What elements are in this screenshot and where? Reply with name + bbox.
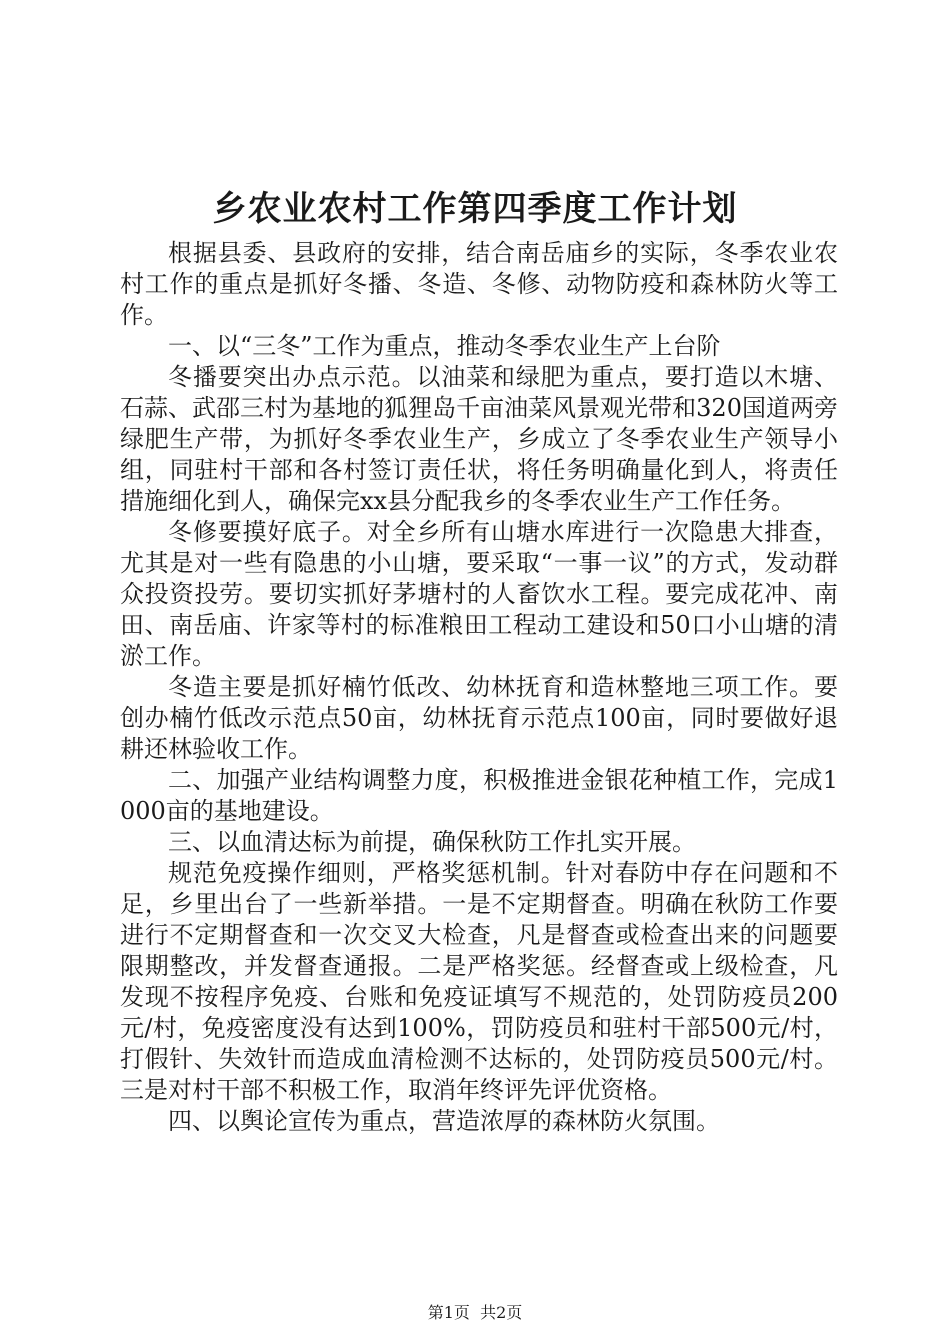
paragraph-section-four-heading: 四、以舆论宣传为重点，营造浓厚的森林防火氛围。 [168, 1107, 720, 1135]
paragraph-winter-afforestation: 冬造主要是抓好楠竹低改、幼林抚育和造林整地三项工作。要创办楠竹低改示范点50亩，幼林抚育示范点100亩，同时要做好退耕还林验收工作。 [120, 673, 838, 763]
paragraph-immunization-rules: 规范免疫操作细则，严格奖惩机制。针对春防中存在问题和不足，乡里出台了一些新举措。一是不定期督查。明确在秋防工作要进行不定期督查和一次交叉大检查，凡是督查或检查出来的问题要限期整改，并发督查通报。二是严格奖惩。经督查或上级检查，凡发现不按程序免疫、台账和免疫证填写不规范的，处罚防疫员200元/村，免疫密度没有达到100%，罚防疫员和驻村干部500元/村，打假针、失效针而造成血清检测不达标的，处罚防疫员500元/村。三是对村干部不积极工作，取消年终评先评优资格。 [120, 859, 838, 1104]
paragraph-intro: 根据县委、县政府的安排，结合南岳庙乡的实际，冬季农业农村工作的重点是抓好冬播、冬造、冬修、动物防疫和森林防火等工作。 [120, 239, 838, 329]
paragraph-section-one-heading: 一、以“三冬”工作为重点，推动冬季农业生产上台阶 [168, 332, 721, 360]
document-body [120, 238, 838, 1137]
paragraph-section-two-heading: 二、加强产业结构调整力度，积极推进金银花种植工作，完成1000亩的基地建设。 [120, 766, 838, 825]
document-title: 乡农业农村工作第四季度工作计划 [212, 189, 738, 229]
paragraph-winter-repair: 冬修要摸好底子。对全乡所有山塘水库进行一次隐患大排查，尤其是对一些有隐患的小山塘，要采取“一事一议”的方式，发动群众投资投劳。要切实抓好茅塘村的人畜饮水工程。要完成花冲、南田、南岳庙、许家等村的标准粮田工程动工建设和50口小山塘的清淤工作。 [120, 518, 838, 670]
paragraph-winter-sowing: 冬播要突出办点示范。以油菜和绿肥为重点，要打造以木塘、石蒜、武邵三村为基地的狐狸岛千亩油菜风景观光带和320国道两旁绿肥生产带，为抓好冬季农业生产，乡成立了冬季农业生产领导小组，同驻村干部和各村签订责任状，将任务明确量化到人，将责任措施细化到人，确保完xx县分配我乡的冬季农业生产工作任务。 [120, 363, 838, 515]
paragraph-section-three-heading: 三、以血清达标为前提，确保秋防工作扎实开展。 [168, 828, 696, 856]
page-total: 共2页 [480, 1303, 523, 1322]
page-number: 第1页 [427, 1303, 470, 1322]
page-footer [0, 1302, 950, 1324]
